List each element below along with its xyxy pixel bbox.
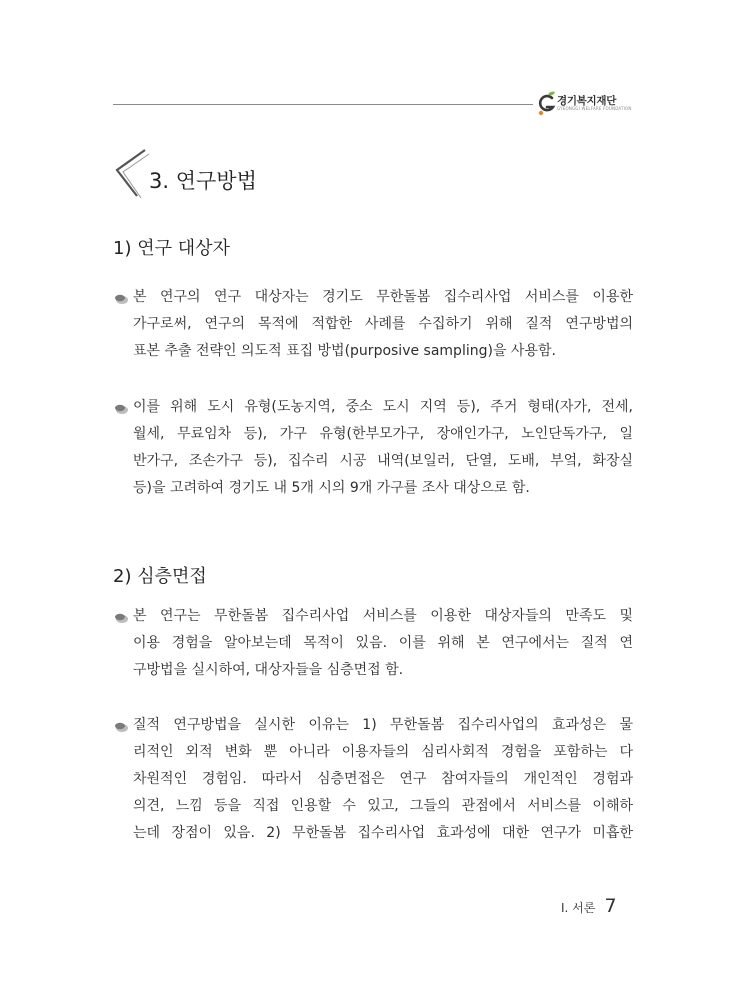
chapter-label: Ⅰ. 서론 [561, 901, 596, 915]
page-number: 7 [604, 895, 617, 917]
paragraph-line: 의견, 느낌 등을 직접 인용할 수 있고, 그들의 관점에서 서비스를 이해하 [133, 798, 633, 814]
paragraph-line: 본 연구는 무한돌봄 집수리사업 서비스를 이용한 대상자들의 만족도 및 [133, 608, 633, 624]
paragraph-line: 본 연구의 연구 대상자는 경기도 무한돌봄 집수리사업 서비스를 이용한 [133, 289, 633, 305]
paragraph-line: 는데 장점이 있음. 2) 무한돌봄 집수리사업 효과성에 대한 연구가 미흡한 [133, 825, 633, 841]
bullet-icon [113, 293, 129, 305]
bullet-icon [113, 403, 129, 415]
chapter-title: 3. 연구방법 [149, 169, 257, 193]
paragraph-line: 차원적인 경험임. 따라서 심층면접은 연구 참여자들의 개인적인 경험과 [133, 771, 633, 787]
logo-subtitle: GYEONGGI WELFARE FOUNDATION [557, 106, 632, 111]
bullet-icon [113, 612, 129, 624]
header-divider [113, 104, 533, 105]
logo-mark-icon [537, 91, 557, 117]
paragraph-line: 리적인 외적 변화 뿐 아니라 이용자들의 심리사회적 경험을 포함하는 다 [133, 744, 633, 760]
paragraph-line: 질적 연구방법을 실시한 이유는 1) 무한돌봄 집수리사업의 효과성은 물 [133, 717, 633, 733]
logo-name: 경기복지재단 [557, 95, 617, 107]
paragraph-line: 표본 추출 전략인 의도적 표집 방법(purposive sampling)을 사용함. [133, 343, 556, 359]
chapter-heading [113, 148, 413, 208]
paragraph-line: 구방법을 실시하여, 대상자들을 심층면접 함. [133, 662, 404, 678]
paragraph-line: 반가구, 조손가구 등), 집수리 시공 내역(보일러, 단열, 도배, 부엌, 화장실 [133, 453, 633, 469]
section-title-2: 2) 심층면접 [113, 566, 207, 587]
foundation-logo [537, 91, 647, 119]
paragraph-line: 등)을 고려하여 경기도 내 5개 시의 9개 가구를 조사 대상으로 함. [133, 480, 530, 496]
page-footer [561, 895, 617, 917]
paragraph-line: 월세, 무료임차 등), 가구 유형(한부모가구, 장애인가구, 노인단독가구, 일 [133, 426, 633, 442]
paragraph-line: 이를 위해 도시 유형(도농지역, 중소 도시 지역 등), 주거 형태(자가, 전세, [133, 399, 633, 415]
bullet-icon [113, 721, 129, 733]
section-title-1: 1) 연구 대상자 [113, 238, 230, 259]
paragraph-line: 이용 경험을 알아보는데 목적이 있음. 이를 위해 본 연구에서는 질적 연 [133, 635, 633, 651]
paragraph-line: 가구로써, 연구의 목적에 적합한 사례를 수집하기 위해 질적 연구방법의 [133, 316, 633, 332]
